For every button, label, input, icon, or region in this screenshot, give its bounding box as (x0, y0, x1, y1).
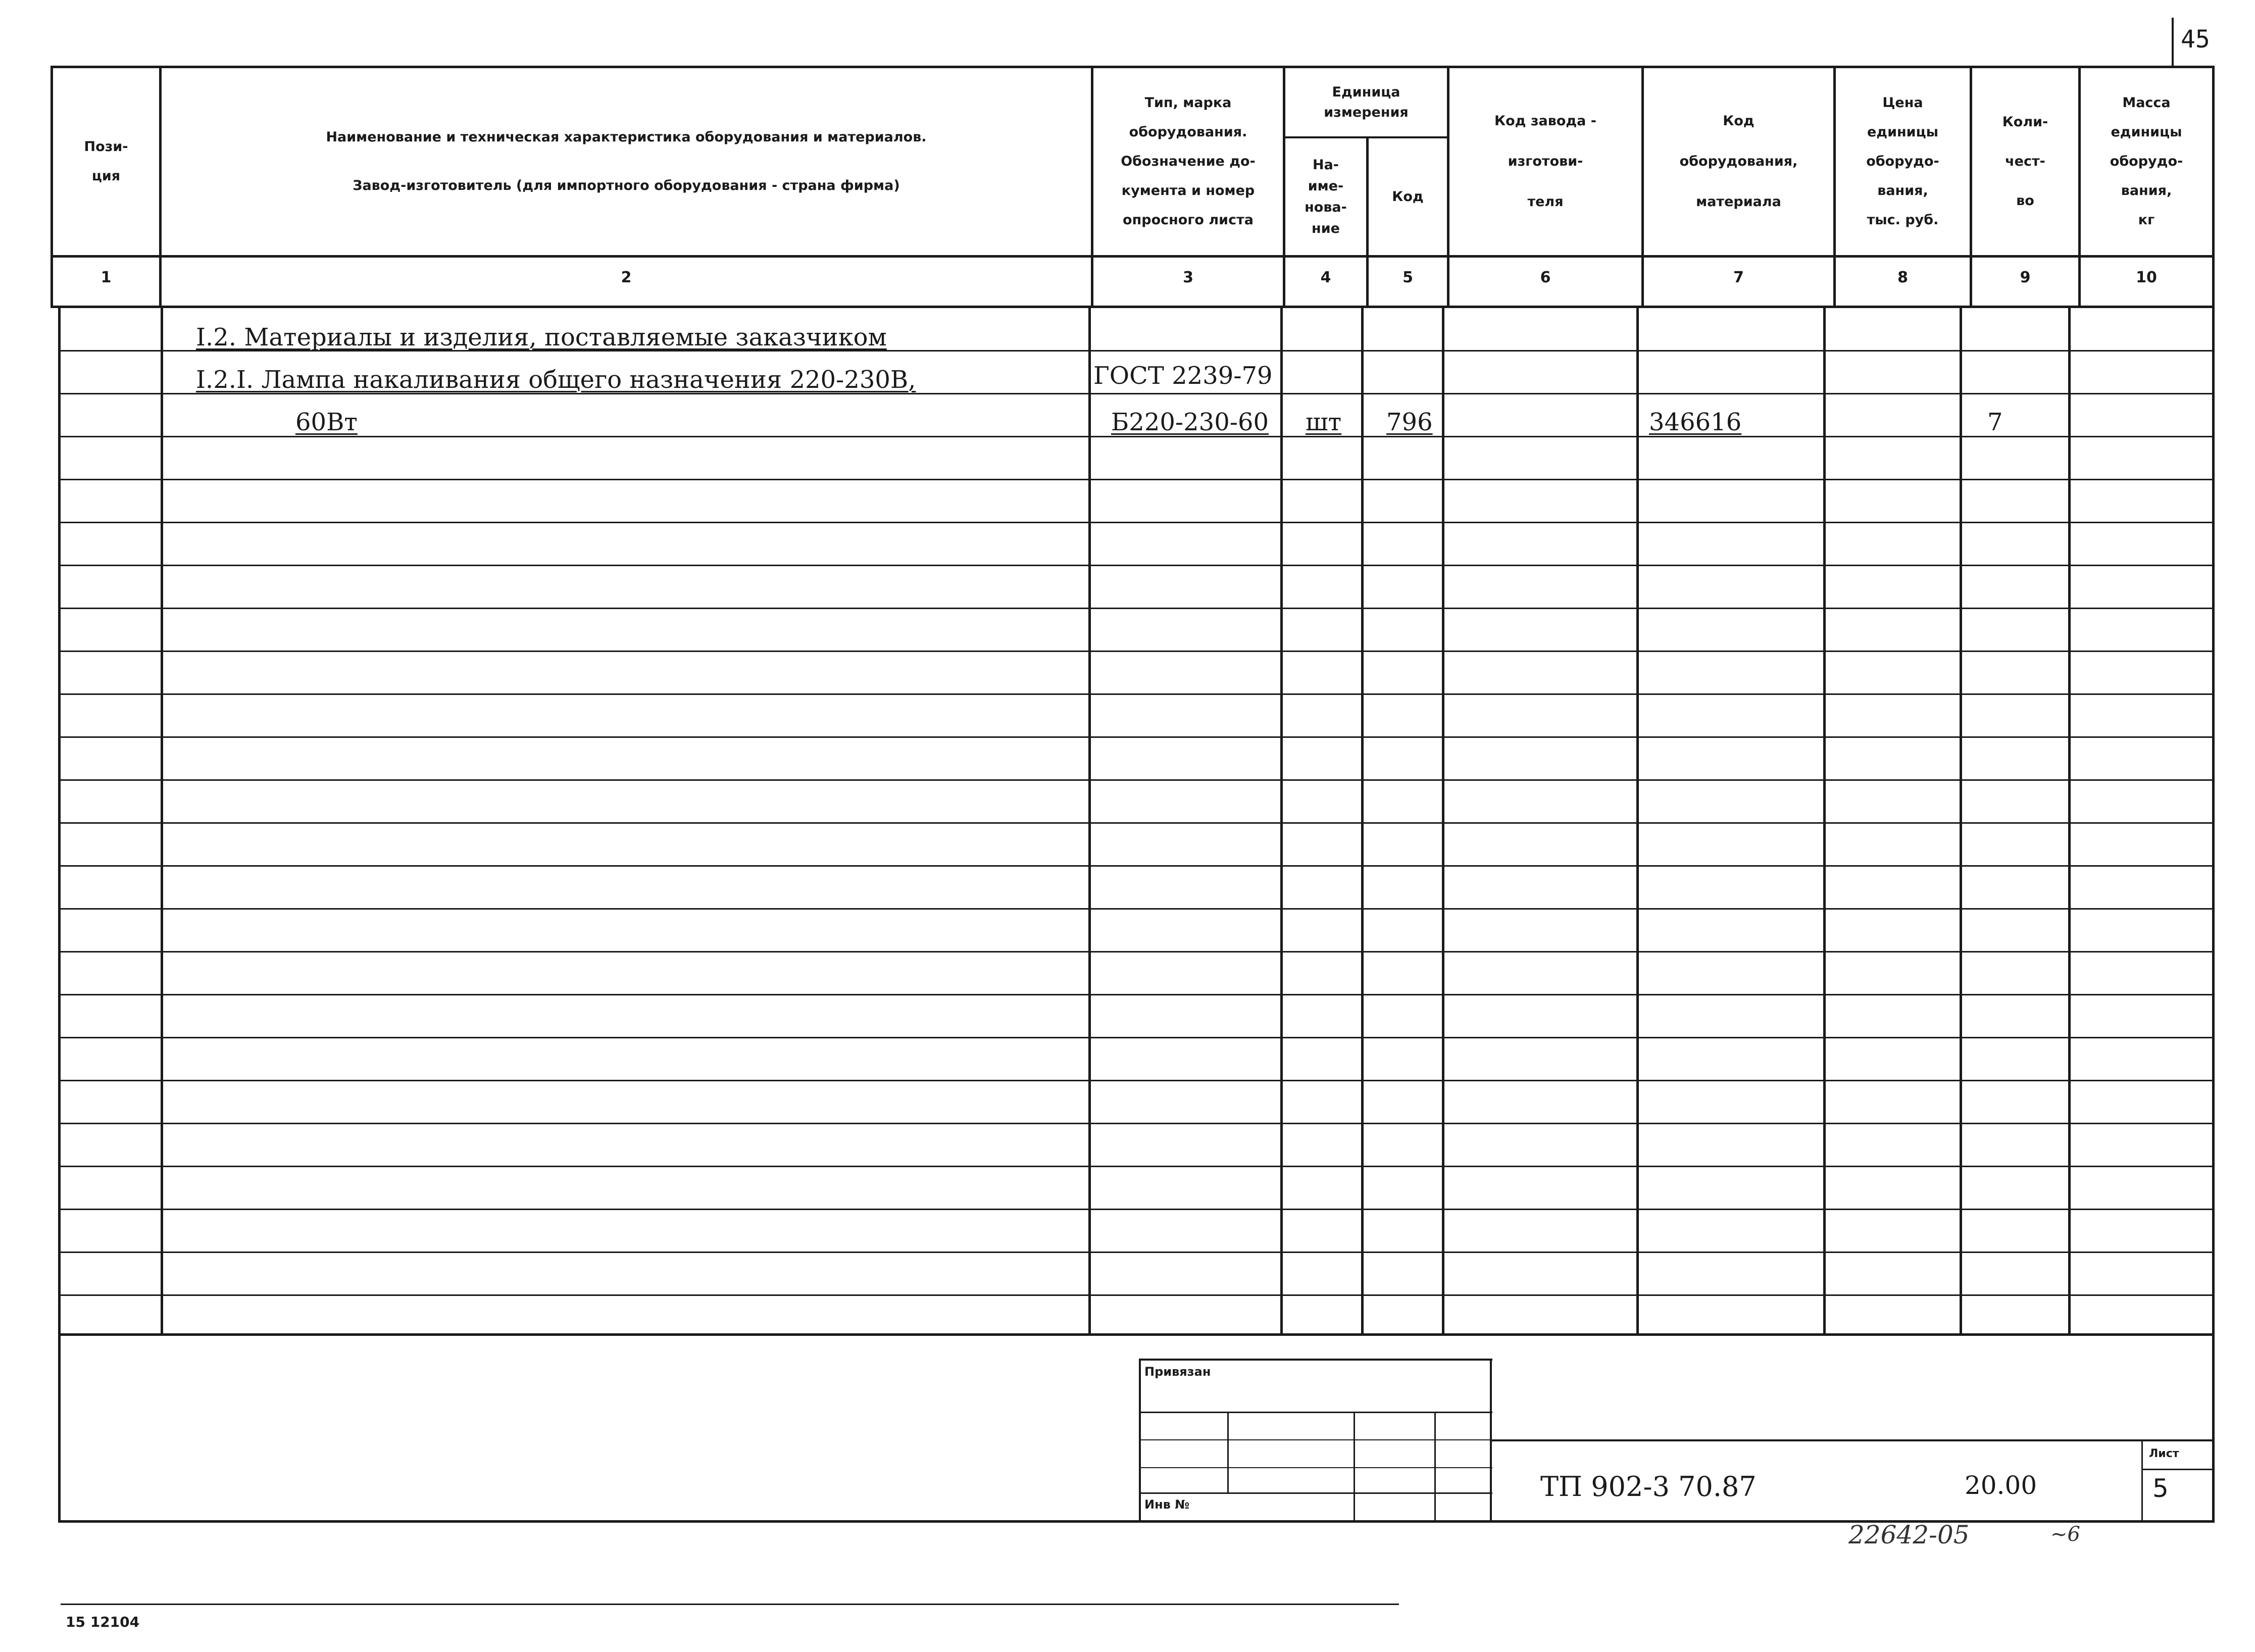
header-position: Пози- ция (84, 139, 128, 184)
column-number: 7 (1733, 269, 1744, 286)
footer-code: 15 12104 (66, 1614, 140, 1630)
row-section-title: I.2. Материалы и изделия, поставляемые заказчиком (196, 323, 887, 352)
handwritten-number: 22642-05 (1848, 1520, 1970, 1549)
attached-label: Привязан (1144, 1365, 1211, 1379)
row-equipment-code: 346616 (1649, 408, 1742, 436)
column-number: 10 (2136, 269, 2157, 286)
column-number: 5 (1402, 269, 1413, 286)
header-equipment-code: Код оборудования, материала (1679, 113, 1798, 210)
row-item-type: ГОСТ 2239-79 (1093, 362, 1273, 390)
header-mass: Масса единицы оборудо- вания, кг (2110, 95, 2183, 228)
sheet-number: 5 (2152, 1474, 2169, 1503)
handwritten-suffix: ~6 (2050, 1523, 2080, 1546)
header-plant-code: Код завода - изготови- теля (1494, 113, 1596, 210)
row-unit-code: 796 (1386, 408, 1433, 436)
column-number: 6 (1540, 269, 1551, 286)
header-name: Наименование и техническая характеристика оборудования и материалов. Завод-изготовитель (для импортного оборудования - страна фирма) (326, 129, 927, 193)
inv-number-label: Инв № (1144, 1497, 1190, 1512)
row-item-name: I.2.I. Лампа накаливания общего назначения 220-230В, (196, 366, 916, 394)
document-code: ТП 902-3 70.87 (1540, 1471, 1757, 1503)
header-unit-code: Код (1392, 189, 1424, 205)
numbers-bottom-border (51, 306, 2215, 308)
column-number: 9 (2020, 269, 2031, 286)
column-number: 8 (1897, 269, 1908, 286)
header-unit-group: Единица измерения (1324, 84, 1409, 120)
column-number: 2 (621, 269, 632, 286)
row-item-type: Б220-230-60 (1111, 408, 1269, 436)
column-number: 4 (1320, 269, 1331, 286)
header-bottom-border (51, 255, 2215, 258)
sheet-label: Лист (2149, 1447, 2179, 1460)
header-type: Тип, марка оборудования. Обозначение до- кумента и номер опросного листа (1121, 95, 1256, 228)
document-section: 20.00 (1965, 1471, 2037, 1500)
header-price: Цена единицы оборудо- вания, тыс. руб. (1866, 95, 1939, 228)
row-quantity: 7 (1987, 408, 2003, 436)
header-unit-name: На- име- нова- ние (1305, 157, 1347, 236)
table-bottom-border (58, 1333, 2215, 1336)
column-number: 1 (101, 269, 112, 286)
row-item-name-cont: 60Вт (295, 408, 358, 436)
corner-page-number: 45 (2181, 25, 2210, 54)
column-number: 3 (1183, 269, 1193, 286)
header-quantity: Коли- чест- во (2002, 114, 2048, 209)
row-unit-name: шт (1306, 408, 1342, 436)
